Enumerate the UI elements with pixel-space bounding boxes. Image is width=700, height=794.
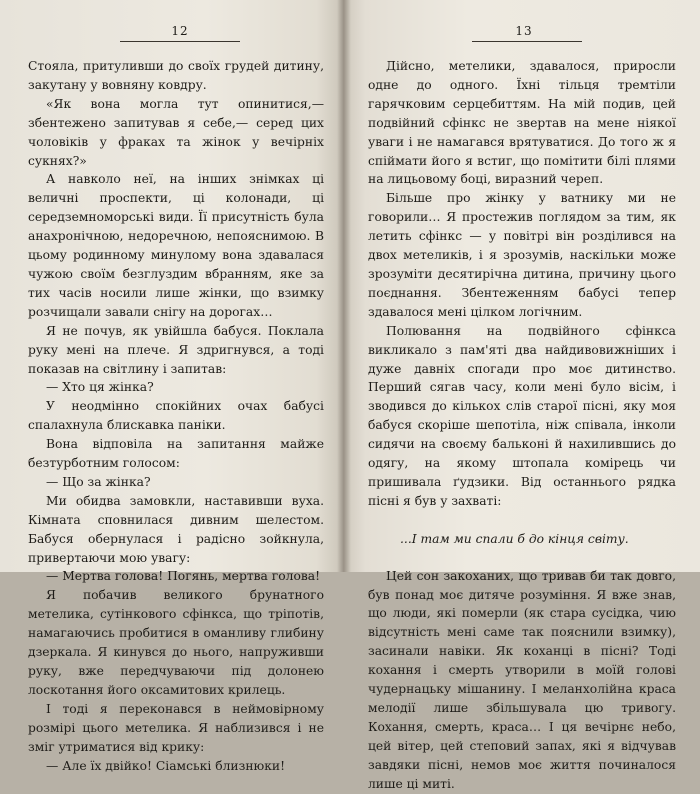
right-page-number: 13 <box>515 24 533 38</box>
left-page-text <box>28 57 324 775</box>
dialogue-line: — Хто ця жінка? <box>46 380 154 395</box>
paragraph: Стояла, притуливши до своїх грудей дитину, закутану у вовняну ковдру. <box>28 59 324 92</box>
paragraph: Більше про жінку у ватнику ми не говорили… Я простежив поглядом за тим, як летить сфінкс — у повітрі він розділився на двох метеликів, і я зрозумів, наскільки може зрозуміти десятирічна дитина, причину цього поєднання. Збентеженням бабусі тепер здавалося мені цілком логічним. <box>368 191 676 319</box>
paragraph: Полювання на подвійного сфінкса викликало з пам'яті два найдивовижніших і дуже давніх спогади про моє дитинство. Перший сягав часу, коли мені було вісім, і зводився до кількох слів старої пісні, яку моя бабуся скоріше шепотіла, ніж співала, інколи сидячи на своєму бальконі й нахилившись до одягу, на якому штопала комірець чи пришивала ґудзики. Від останнього рядка пісні я був у захваті: <box>368 323 676 508</box>
right-header-rule <box>472 41 582 42</box>
paragraph: Я не почув, як увійшла бабуся. Поклала руку мені на плече. Я здригнувся, а тоді показав на світлину і запитав: <box>28 323 324 376</box>
right-page-text <box>368 57 676 794</box>
paragraph: У неодмінно спокійних очах бабусі спалахнула блискавка паніки. <box>28 399 324 433</box>
left-page <box>0 0 344 773</box>
dialogue-line: — Але їх двійко! Сіамські близнюки! <box>46 758 286 773</box>
paragraph: Дійсно, метелики, здавалося, приросли одне до одного. Їхні тільця тремтіли гарячковим серцебиттям. На мій подив, цей подвійний сфінкс не звертав на мене ніякої уваги і не намагався врятуватися. До того ж я спіймати його я встиг, що помітити білі плями на лицьовому боці, виразний череп. <box>368 59 676 187</box>
book-gutter <box>337 0 351 572</box>
dialogue-line: — Мертва голова! Погянь, мертва голова! <box>46 569 321 584</box>
left-page-number: 12 <box>171 24 189 38</box>
paragraph: Я побачив великого брунатного метелика, сутінкового сфінкса, що тріпотів, намагаючись пробитися в оманливу глибину дзеркала. Я кинувся до нього, напруживши руку, вже передчуваючи під долонею лоскотання його оксамитових крилець. <box>28 588 324 697</box>
paragraph: А навколо неї, на інших знімках ці величні проспекти, ці колонади, ці середземноморські види. Її присутність була анахронічною, недоречною, непояснимою. В цьому родинному минулому вона здавалася чужою своїм безглуздим вбранням, яке за тих часів носили лише жінки, що взимку розчищали завали снігу на дорогах… <box>28 172 324 319</box>
paragraph: «Як вона могла тут опинитися,— збентежено запитував я себе,— серед цих чоловіків у фраках та жінок у вечірніх сукнях?» <box>28 96 324 168</box>
dialogue-line: — Що за жінка? <box>46 474 151 489</box>
song-verse: ...І там ми спали б до кінця світу. <box>400 531 629 546</box>
paragraph: І тоді я переконався в неймовірному розмірі цього метелика. Я наблизився і не зміг утриматися від крику: <box>28 701 324 754</box>
paragraph: Вона відповіла на запитання майже безтурботним голосом: <box>28 437 324 471</box>
paragraph: Цей сон закоханих, що тривав би так довго, був понад моє дитяче розуміння. Я вже знав, що люди, які померли (як стара сусідка, чию відсутність мені саме так пояснили взимку), засинали навіки. Як коханці в пісні? Тоді кохання і смерть утворили в моїй голові чудернацьку мішанину. І меланхолійна краса мелодії лише збільшувала цю тривогу. Кохання, смерть, краса… І ця вечірнє небо, цей вітер, цей степовий запах, які я відчував завдяки пісні, немов моє життя починалося лише ці миті. <box>368 568 676 791</box>
right-page <box>344 0 700 791</box>
left-header-rule <box>120 41 240 42</box>
paragraph: Ми обидва замовкли, наставивши вуха. Кімната сповнилася дивним шелестом. Бабуся обернулася і радісно зойкнула, привертаючи мою увагу: <box>28 493 324 565</box>
